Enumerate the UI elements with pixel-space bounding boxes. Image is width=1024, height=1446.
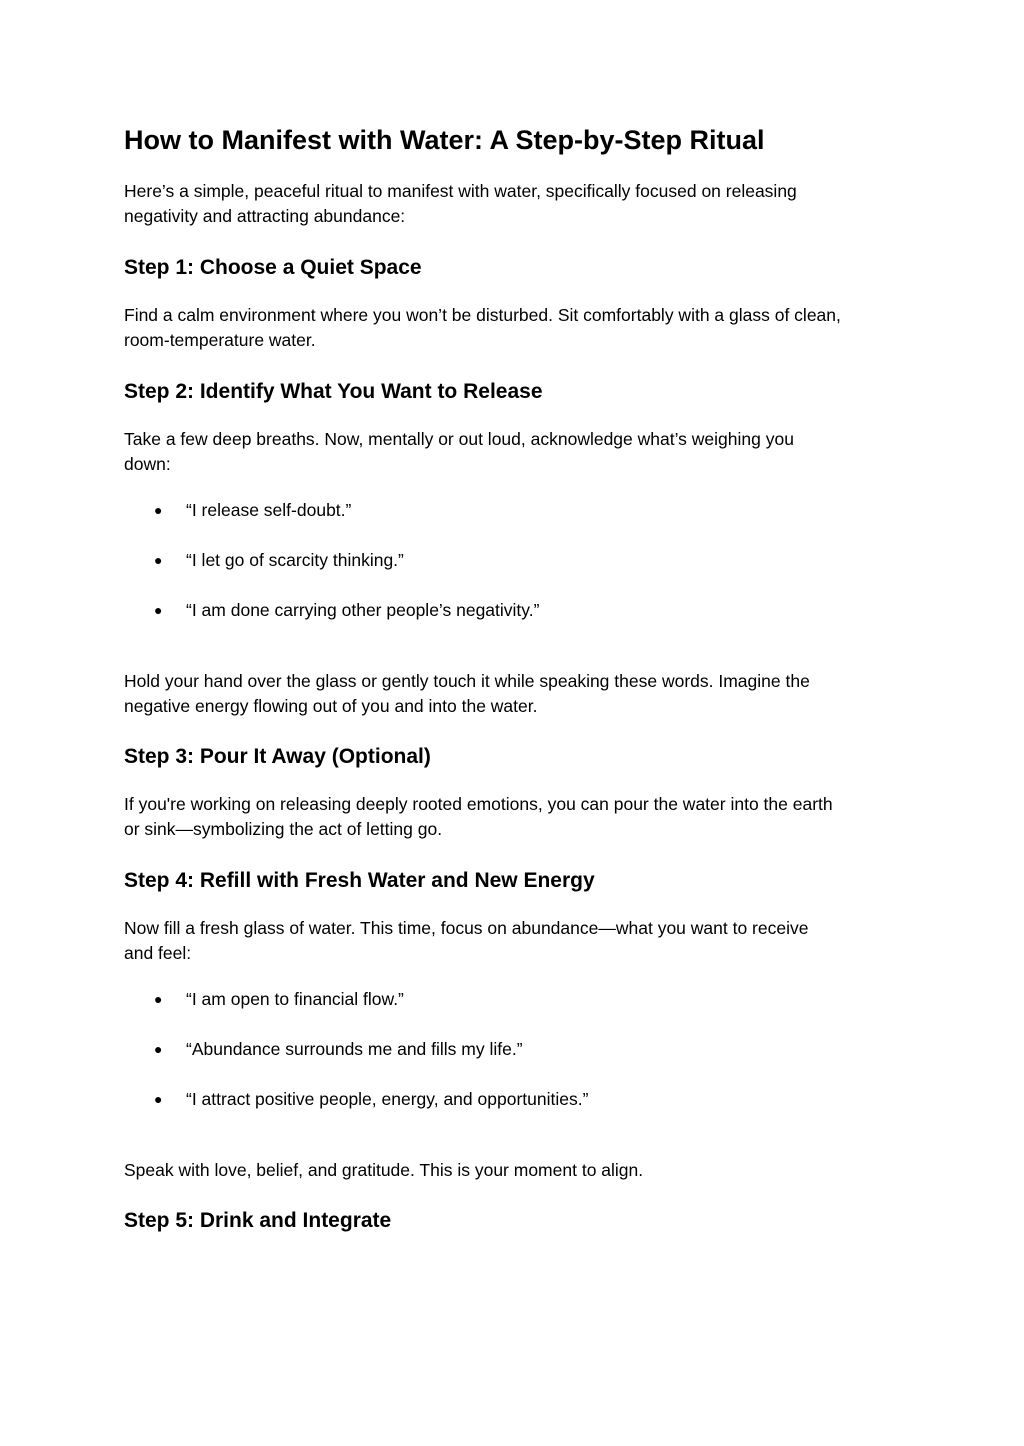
step3-line-2: or sink—symbolizing the act of letting go.: [124, 819, 443, 839]
step2-line-2: down:: [124, 454, 171, 474]
intro-paragraph: [124, 179, 914, 229]
step1-paragraph: [124, 303, 914, 353]
step1-line-1: Find a calm environment where you won’t be disturbed. Sit comfortably with a glass of clean,: [124, 305, 841, 325]
step4-paragraph: [124, 916, 914, 966]
intro-line-1: Here’s a simple, peaceful ritual to manifest with water, specifically focused on releasing: [124, 181, 797, 201]
step2-heading: Step 2: Identify What You Want to Release: [124, 380, 543, 403]
step2-line-1: Take a few deep breaths. Now, mentally or out loud, acknowledge what’s weighing you: [124, 429, 794, 449]
bullet-icon: ●: [154, 502, 163, 518]
bullet-icon: ●: [154, 991, 163, 1007]
document-title: How to Manifest with Water: A Step-by-Step Ritual: [124, 125, 765, 155]
step2-after-line-1: Hold your hand over the glass or gently touch it while speaking these words. Imagine the: [124, 671, 810, 691]
step3-paragraph: [124, 792, 914, 842]
bullet-icon: ●: [154, 1091, 163, 1107]
step4-after-paragraph: Speak with love, belief, and gratitude. This is your moment to align.: [124, 1160, 644, 1180]
step2-after-line-2: negative energy flowing out of you and into the water.: [124, 696, 538, 716]
step2-paragraph: [124, 427, 914, 477]
step3-line-1: If you're working on releasing deeply rooted emotions, you can pour the water into the earth: [124, 794, 833, 814]
step5-heading: Step 5: Drink and Integrate: [124, 1209, 392, 1232]
step4-line-1: Now fill a fresh glass of water. This time, focus on abundance—what you want to receive: [124, 918, 809, 938]
step1-heading: Step 1: Choose a Quiet Space: [124, 256, 422, 279]
step2-after-paragraph: [124, 669, 914, 719]
step4-heading: Step 4: Refill with Fresh Water and New Energy: [124, 869, 595, 892]
step4-line-2: and feel:: [124, 943, 192, 963]
bullet-icon: ●: [154, 552, 163, 568]
step1-line-2: room-temperature water.: [124, 330, 316, 350]
intro-line-2: negativity and attracting abundance:: [124, 206, 406, 226]
bullet-icon: ●: [154, 602, 163, 618]
step3-heading: Step 3: Pour It Away (Optional): [124, 745, 431, 768]
bullet-icon: ●: [154, 1041, 163, 1057]
